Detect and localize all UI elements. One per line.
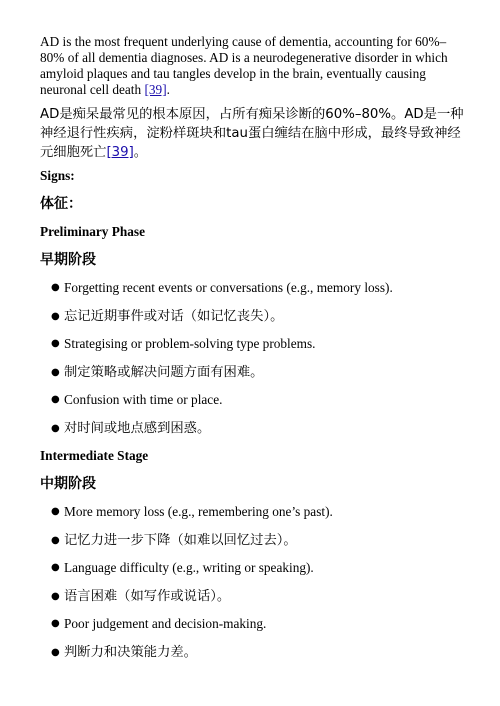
list-item-text-en: Strategising or problem-solving type problems.: [64, 336, 316, 351]
citation-link-39-zh[interactable]: [39]: [106, 145, 134, 160]
list-item: [40, 560, 494, 576]
list-item: [40, 280, 494, 296]
list-item-text-zh: 语言困难（如写作或说话）。: [64, 589, 231, 604]
list-item: [40, 504, 494, 520]
bullet-icon: ●: [51, 535, 60, 546]
list-item: [40, 336, 494, 352]
bullet-icon: ●: [51, 367, 60, 378]
bullet-icon: ●: [51, 618, 60, 629]
section-title-preliminary-en: Preliminary Phase: [40, 224, 146, 239]
list-item-text-zh: 判断力和决策能力差。: [64, 645, 197, 660]
bullet-icon: ●: [51, 282, 60, 293]
bullet-icon: ●: [51, 506, 60, 517]
signs-heading-zh: 体征：: [40, 196, 82, 212]
list-item: [40, 616, 494, 632]
list-item-text-zh: 忘记近期事件或对话（如记忆丧失）。: [64, 309, 284, 324]
bullet-icon: ●: [51, 394, 60, 405]
list-item-text-en: Language difficulty (e.g., writing or speaking).: [64, 560, 314, 575]
list-item-text-en: Confusion with time or place.: [64, 392, 223, 407]
intro-end-en: .: [166, 82, 170, 97]
intro-text-zh: AD是痴呆最常见的根本原因，占所有痴呆诊断的60%–80%。AD是一种神经退行性疾病，淀粉样斑块和tau蛋白缠结在脑中形成，最终导致神经元细胞死亡: [40, 107, 464, 160]
list-item-text-en: More memory loss (e.g., remembering one’s past).: [64, 504, 333, 519]
bullet-icon: ●: [51, 311, 60, 322]
bullet-icon: ●: [51, 591, 60, 602]
list-item-text-en: Forgetting recent events or conversations (e.g., memory loss).: [64, 280, 393, 295]
bullet-icon: ●: [51, 647, 60, 658]
list-item-text-zh: 对时间或地点感到困惑。: [64, 421, 211, 436]
list-item: [40, 307, 494, 326]
bullet-icon: ●: [51, 338, 60, 349]
signs-heading-en: Signs:: [40, 168, 75, 183]
list-item: [40, 531, 494, 550]
section-title-preliminary-zh: 早期阶段: [40, 252, 96, 268]
list-item: [40, 643, 494, 662]
intro-end-zh: 。: [133, 145, 148, 160]
list-item: [40, 363, 494, 382]
bullet-icon: ●: [51, 562, 60, 573]
list-item-text-en: Poor judgement and decision-making.: [64, 616, 267, 631]
list-item: [40, 392, 494, 408]
citation-link-39-en[interactable]: [39]: [144, 82, 167, 97]
intro-text-en: AD is the most frequent underlying cause of dementia, accounting for 60%–80% of all dementia diagnoses. AD is a neurodegenerative disorder in which amyloid plaques and tau tangles develop in the brain, eventually causing neuronal cell death: [40, 34, 448, 97]
list-item: [40, 587, 494, 606]
bullet-icon: ●: [51, 423, 60, 434]
list-item: [40, 419, 494, 438]
section-title-intermediate-en: Intermediate Stage: [40, 448, 149, 463]
intro-paragraph-zh: [40, 105, 470, 162]
list-item-text-zh: 记忆力进一步下降（如难以回忆过去）。: [64, 533, 297, 548]
section-title-intermediate-zh: 中期阶段: [40, 476, 96, 492]
list-item-text-zh: 制定策略或解决问题方面有困难。: [64, 365, 264, 380]
intro-paragraph-en: [40, 34, 470, 98]
